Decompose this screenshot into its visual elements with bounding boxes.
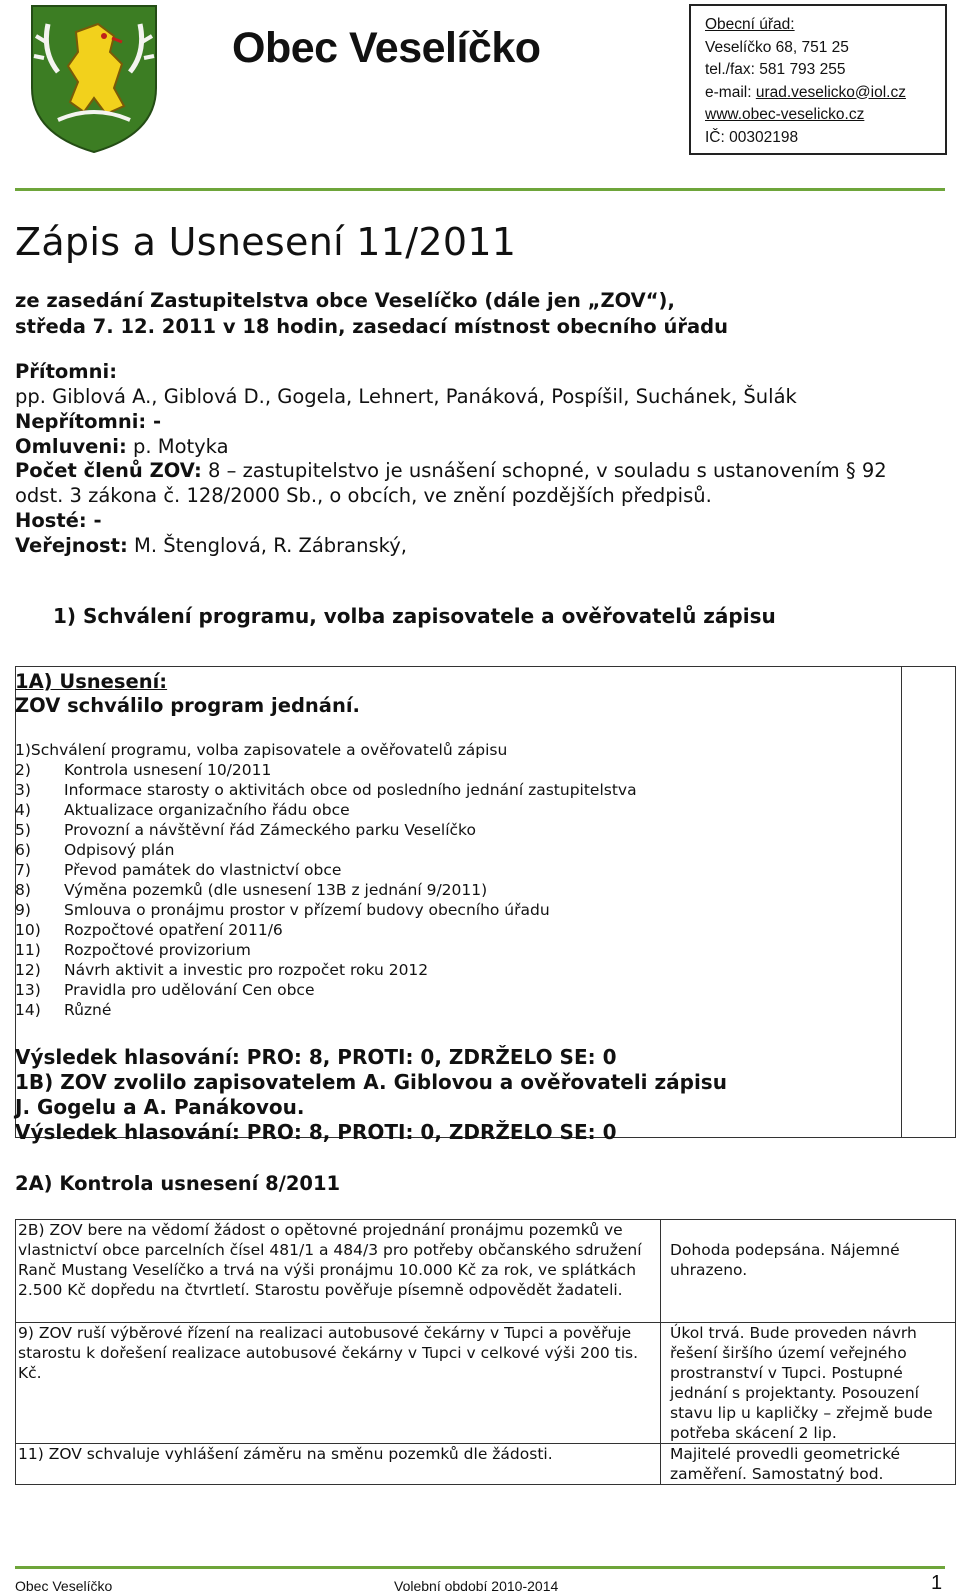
member-count-label: Počet členů ZOV: [15,459,202,482]
agenda-item-5 [15,820,637,840]
agenda-item-8 [15,880,637,900]
agenda-item-9 [15,900,637,920]
agenda-item-12 [15,960,637,980]
agenda-item-number: 10) [15,921,41,939]
section1-heading: 1) Schválení programu, volba zapisovatele a ověřovatelů zápisu [53,604,776,628]
resolution-1b-line2: J. Gogelu a A. Panákovou. [15,1095,305,1119]
contact-address: Veselíčko 68, 751 25 [705,38,849,56]
agenda-item-13 [15,980,637,1000]
agenda-item-text: Kontrola usnesení 10/2011 [64,761,272,779]
agenda-item-text: Smlouva o pronájmu prostor v přízemí budovy obecního úřadu [64,901,550,919]
agenda-item-14 [15,1000,637,1020]
present-names: pp. Giblová A., Giblová D., Gogela, Lehnert, Panáková, Pospíšil, Suchánek, Šulák [15,385,797,408]
excused-label: Omluveni: [15,435,127,458]
agenda-item-number: 9) [15,901,31,919]
member-count-text: 8 – zastupitelstvo je usnášení schopné, v souladu s ustanovením § 92 [201,459,887,482]
agenda-item-2 [15,760,637,780]
contact-email-row [705,82,945,105]
agenda-item-number: 14) [15,1001,41,1019]
resolution-1a-label: 1A) Usnesení: [15,670,168,693]
agenda-item-text: Informace starosty o aktivitách obce od posledního jednání zastupitelstva [64,781,637,799]
footer-term: Volební období 2010-2014 [394,1578,559,1594]
agenda-item-number: 7) [15,861,31,879]
agenda-item-text: Rozpočtové opatření 2011/6 [64,921,283,939]
section2-heading: 2A) Kontrola usnesení 8/2011 [15,1172,341,1195]
agenda-item-text: Návrh aktivit a investic pro rozpočet roku 2012 [64,961,429,979]
absent-label: Nepřítomni: - [15,410,162,433]
section1-box-divider [901,666,902,1138]
resolution-1a-text: ZOV schválilo program jednání. [15,694,360,717]
agenda-item-1: 1)Schválení programu, volba zapisovatele a ověřovatelů zápisu [15,741,508,759]
excused-line [15,435,229,458]
status-cell: Majitelé provedli geometrické zaměření. Samostatný bod. [661,1444,956,1485]
contact-email-link[interactable]: urad.veselicko@iol.cz [755,83,906,101]
meeting-info-line1: ze zasedání Zastupitelstva obce Veselíčko (dále jen „ZOV“), [15,289,675,312]
agenda-item-7 [15,860,637,880]
agenda-item-11 [15,940,637,960]
table-row [16,1444,956,1485]
contact-website-link[interactable]: www.obec-veselicko.cz [705,106,865,123]
village-title: Obec Veselíčko [232,24,541,72]
agenda-item-number: 2) [15,761,31,779]
present-label-line [15,360,117,383]
agenda-item-number: 4) [15,801,31,819]
meeting-info [15,288,728,340]
excused-names: p. Motyka [126,435,229,458]
agenda-item-text: Pravidla pro udělování Cen obce [64,981,315,999]
agenda-item-4 [15,800,637,820]
header-divider [15,188,945,191]
public-line [15,534,407,557]
guests-line [15,509,102,532]
resolution-1b [15,1070,727,1120]
status-cell [661,1220,956,1323]
resolution-cell: 11) ZOV schvaluje vyhlášení záměru na směnu pozemků dle žádosti. [16,1444,661,1485]
agenda-item-text: Rozpočtové provizorium [64,941,251,959]
member-count-line [15,459,887,482]
agenda-item-text: Aktualizace organizačního řádu obce [64,801,350,819]
agenda-item-text: Provozní a návštěvní řád Zámeckého parku Veselíčko [64,821,476,839]
guests-label: Hosté: - [15,509,102,532]
resolution-cell: 9) ZOV ruší výběrové řízení na realizaci autobusové čekárny v Tupci a pověřuje starostu k dořešení realizace autobusové čekárny v Tupci v celkové výši 200 tis. Kč. [16,1323,661,1444]
agenda-item-number: 8) [15,881,31,899]
vote-result-1b: Výsledek hlasování: PRO: 8, PROTI: 0, ZDRŽELO SE: 0 [15,1120,617,1144]
page-number: 1 [931,1572,943,1594]
meeting-info-line2: středa 7. 12. 2011 v 18 hodin, zasedací místnost obecního úřadu [15,315,728,338]
absent-line [15,410,161,433]
table-row [16,1323,956,1444]
agenda-item-number: 13) [15,981,41,999]
status-cell: Úkol trvá. Bude proveden návrh řešení širšího území veřejného prostranství v Tupci. Postupné jednání s projektanty. Posouzení stavu lip u kapličky – zřejmě bude potřeba skácení 2 lip. [661,1323,956,1444]
member-count-line2: odst. 3 zákona č. 128/2000 Sb., o obcích, ve znění pozdějších předpisů. [15,484,712,507]
present-label: Přítomni: [15,360,117,383]
resolution-cell: 2B) ZOV bere na vědomí žádost o opětovné projednání pronájmu pozemků ve vlastnictví obce parcelních čísel 481/1 a 484/3 pro potřeby občanského sdružení Ranč Mustang Veselíčko a trvá na výši pronájmu 10.000 Kč za rok, ve splátkách 2.500 Kč dopředu na čtvrtletí. Starostu pověřuje písemně odpovědět žadateli. [16,1220,661,1323]
village-crest-logo [18,2,170,154]
contact-email-prefix: e-mail: [705,83,756,101]
agenda-item-10 [15,920,637,940]
public-names: M. Štenglová, R. Zábranský, [127,534,407,557]
contact-phone: tel./fax: 581 793 255 [705,61,846,78]
agenda-item-number: 5) [15,821,31,839]
table-row [16,1220,956,1323]
agenda-item-text: Různé [64,1001,112,1019]
agenda-item-text: Výměna pozemků (dle usnesení 13B z jednání 9/2011) [64,881,488,899]
resolution-check-table [15,1219,956,1485]
agenda-item-number: 12) [15,961,41,979]
agenda-item-text: Odpisový plán [64,841,175,859]
footer-divider [15,1566,945,1569]
contact-box [689,4,947,155]
agenda-item-text: Převod památek do vlastnictví obce [64,861,342,879]
agenda-item-6 [15,840,637,860]
contact-ico: IČ: 00302198 [705,128,799,146]
resolution-1b-line1: 1B) ZOV zvolilo zapisovatelem A. Giblovou a ověřovateli zápisu [15,1070,727,1094]
agenda-item-number: 11) [15,941,41,959]
status-text: Dohoda podepsána. Nájemné uhrazeno. [670,1241,900,1279]
public-label: Veřejnost: [15,534,128,557]
vote-result-1a: Výsledek hlasování: PRO: 8, PROTI: 0, ZDRŽELO SE: 0 [15,1045,617,1069]
agenda-item-number: 6) [15,841,31,859]
agenda-item-3 [15,780,637,800]
agenda-list [15,740,637,1020]
document-title: Zápis a Usnesení 11/2011 [15,220,517,264]
agenda-item-number: 3) [15,781,31,799]
contact-label: Obecní úřad: [705,16,795,33]
footer-village: Obec Veselíčko [15,1578,113,1594]
